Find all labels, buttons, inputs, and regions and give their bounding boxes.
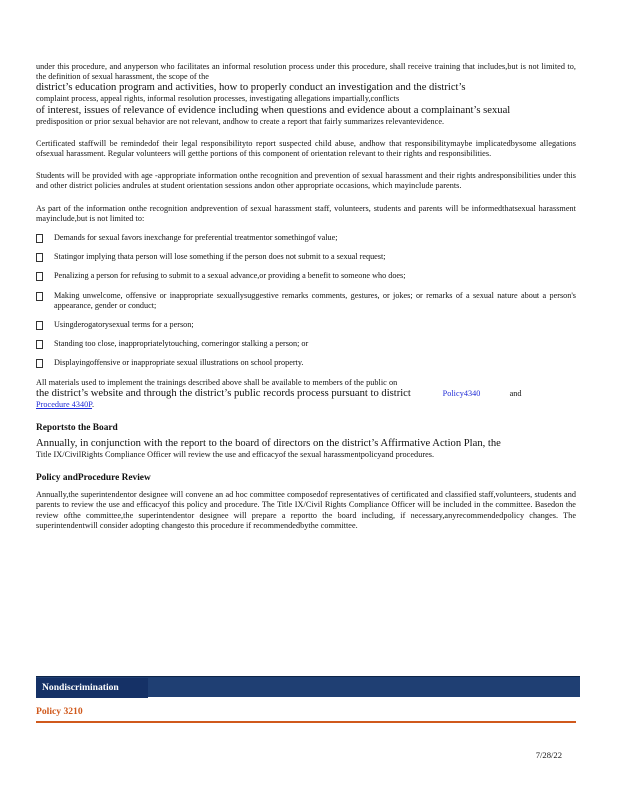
section-bar xyxy=(36,676,580,697)
page-date: 7/28/22 xyxy=(535,750,562,760)
bullet-box-icon xyxy=(36,340,43,349)
list-item: Usingderogatorysexual terms for a person; xyxy=(36,320,576,330)
paragraph-materials-c: Procedure 4340P. xyxy=(36,399,95,409)
paragraph-training-e: predisposition or prior sexual behavior are not relevant, andhow to create a report that fairly summarizes relevantevidence. xyxy=(36,116,445,126)
paragraph-training-d: of interest, issues of relevance of evidence including when questions and evidence about a complainant’s sexual xyxy=(36,104,511,116)
orange-divider xyxy=(36,721,576,723)
policy-4340-link[interactable]: Policy4340 xyxy=(442,388,481,398)
list-item: Demands for sexual favors inexchange for preferential treatmentor somethingof value; xyxy=(36,233,576,243)
bullet-box-icon xyxy=(36,272,43,281)
paragraph-materials-a: All materials used to implement the trainings described above shall be available to members of the public on xyxy=(36,377,398,387)
bullet-box-icon xyxy=(36,234,43,243)
paragraph-information: As part of the information onthe recognition andprevention of sexual harassment staff, volunteers, students and parents will be informedthatsexual harassment mayinclude,but is not limited to: xyxy=(36,203,576,223)
bullet-box-icon xyxy=(36,321,43,330)
list-item: Displayingoffensive or inappropriate sexual illustrations on school property. xyxy=(36,358,576,368)
paragraph-training-c: complaint process, appeal rights, informal resolution processes, investigating allegations impartially,conflicts xyxy=(36,94,400,104)
review-paragraph: Annually,the superintendentor designee will convene an ad hoc committee composedof representatives of certificated and classified staff,volunteers, students and parents to review the use and efficacyof this policy and procedure. The Title IX/Civil Rights Compliance Officer will be included in the committee. Basedon the review ofthe committee,the superintendentor designee will prepare a reportto the board including, if necessary,anyrecommendedpolicy changes. The superintendentwill consider adopting changesto this procedure if recommendedbythe committee. xyxy=(36,490,576,530)
reports-heading: Reportsto the Board xyxy=(36,423,118,434)
reports-line-1: Annually, in conjunction with the report to the board of directors on the district’s Affirmative Action Plan, the xyxy=(36,438,501,450)
bullet-box-icon xyxy=(36,359,43,368)
paragraph-certificated: Certificated staffwill be remindedof their legal responsibilityto report suspected child abuse, andhow that responsibilitymaybe implicatedbysome allegations ofsexual harassment. Regular volunteers will getthe portions of this component of orientation relevant to their rights and responsibilities. xyxy=(36,138,576,159)
paragraph-training-b: district’s education program and activities, how to properly conduct an investigation and the district’s xyxy=(36,82,466,94)
list-item: Standing too close, inappropriatelytouching, corneringor stalking a person; or xyxy=(36,339,576,349)
list-item: Penalizing a person for refusing to submit to a sexual advance,or providing a benefit to someone who does; xyxy=(36,271,576,281)
harassment-examples-list xyxy=(36,233,576,369)
bullet-box-icon xyxy=(36,253,43,262)
list-item: Statingor implying thata person will lose something if the person does not submit to a sexual request; xyxy=(36,252,576,262)
reports-line-2: Title IX/CivilRights Compliance Officer will review the use and efficacyof the sexual harassmentpolicyand procedures. xyxy=(36,450,435,460)
procedure-4340p-link[interactable]: Procedure 4340P xyxy=(36,399,93,409)
review-heading: Policy andProcedure Review xyxy=(36,473,151,484)
bullet-box-icon xyxy=(36,292,43,301)
list-item: Making unwelcome, offensive or inappropriate sexuallysuggestive remarks comments, gestures, or jokes; or remarks of a sexual nature about a person's appearance, gender or conduct; xyxy=(36,291,576,311)
paragraph-materials-b: the district’s website and through the district’s public records process pursuant to district Policy4340 and xyxy=(36,387,522,399)
policy-label: Policy 3210 xyxy=(36,706,83,717)
paragraph-students: Students will be provided with age -appropriate information onthe recognition and prevention of sexual harassment and their rights andresponsibilities under this and other district policies andrules at student orientation sessions andon other appropriate occasions, which mayinclude parents. xyxy=(36,171,576,191)
section-label: Nondiscrimination xyxy=(36,678,148,698)
document-body xyxy=(36,62,576,531)
paragraph-training-a: under this procedure, and anyperson who facilitates an informal resolution process under this procedure, shall receive training that includes,but is not limited to, the definition of sexual harassment, the scope of the xyxy=(36,62,576,82)
